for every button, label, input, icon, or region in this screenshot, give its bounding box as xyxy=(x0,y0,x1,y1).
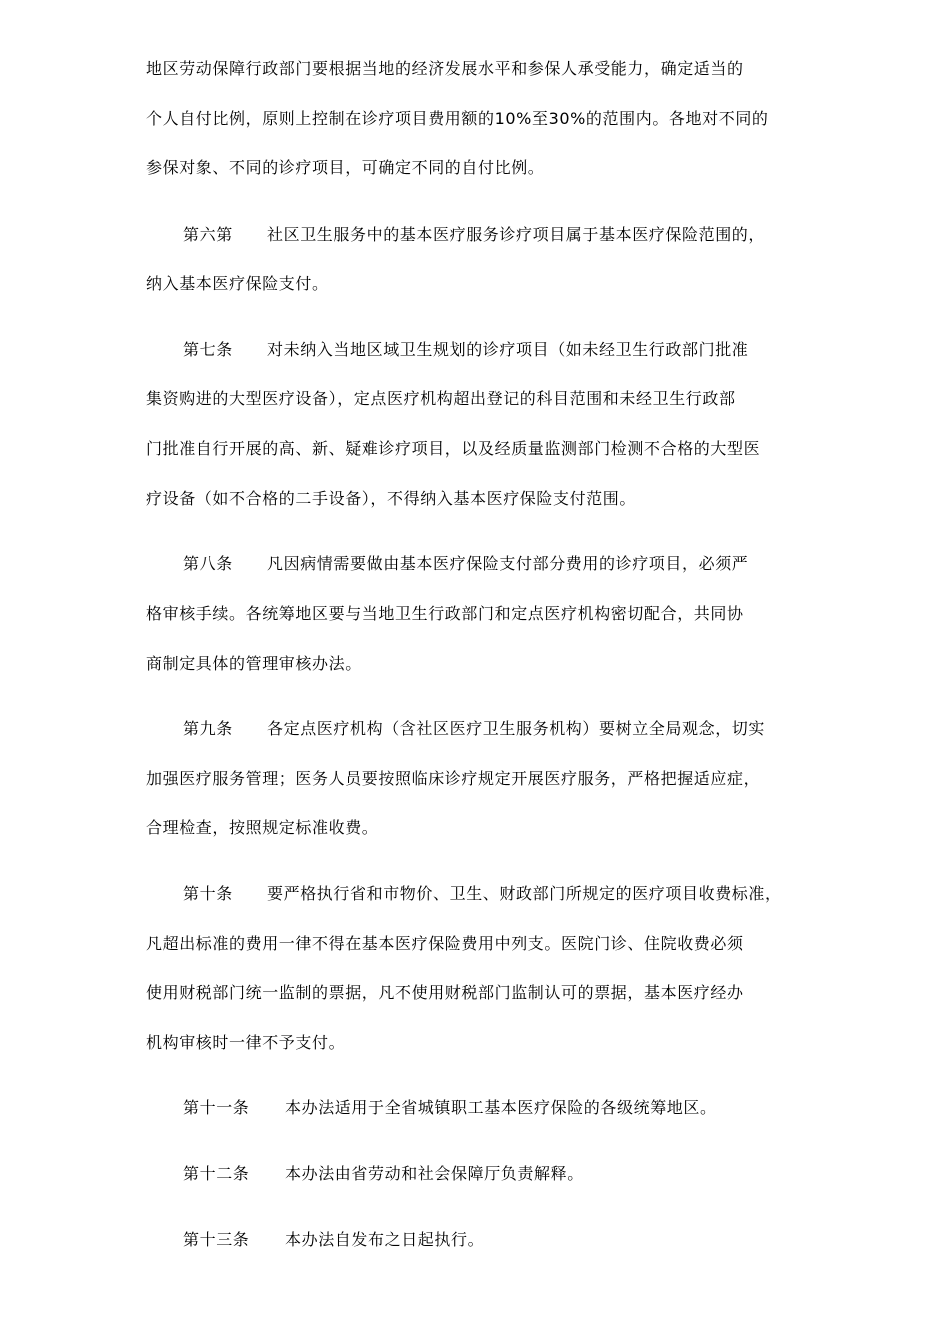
article-text: 本办法适用于全省城镇职工基本医疗保险的各级统筹地区。 xyxy=(285,1098,717,1117)
article-line: 集资购进的大型医疗设备），定点医疗机构超出登记的科目范围和未经卫生行政部 xyxy=(146,389,736,408)
article-line: 门批准自行开展的高、新、疑难诊疗项目，以及经质量监测部门检测不合格的大型医 xyxy=(146,439,761,458)
article-9-first-line xyxy=(183,719,765,739)
article-label: 第十一条 xyxy=(183,1098,250,1117)
article-12-line xyxy=(183,1164,584,1184)
intro-line: 个人自付比例，原则上控制在诊疗项目费用额的10%至30%的范围内。各地对不同的 xyxy=(146,109,769,128)
article-label: 第八条 xyxy=(183,554,233,573)
article-line: 疗设备（如不合格的二手设备），不得纳入基本医疗保险支付范围。 xyxy=(146,489,637,508)
article-line: 合理检查，按照规定标准收费。 xyxy=(146,818,379,837)
article-line: 商制定具体的管理审核办法。 xyxy=(146,654,362,673)
article-text: 要严格执行省和市物价、卫生、财政部门所规定的医疗项目收费标准， xyxy=(267,884,782,903)
article-text: 本办法自发布之日起执行。 xyxy=(285,1230,485,1249)
article-text: 本办法由省劳动和社会保障厅负责解释。 xyxy=(285,1164,584,1183)
article-label: 第十条 xyxy=(183,884,233,903)
intro-line: 参保对象、不同的诊疗项目，可确定不同的自付比例。 xyxy=(146,158,545,177)
article-label: 第十三条 xyxy=(183,1230,250,1249)
article-label: 第七条 xyxy=(183,340,233,359)
article-label: 第六第 xyxy=(183,225,233,244)
article-text: 各定点医疗机构（含社区医疗卫生服务机构）要树立全局观念，切实 xyxy=(267,719,766,738)
article-6-first-line xyxy=(183,225,765,245)
article-line: 格审核手续。各统筹地区要与当地卫生行政部门和定点医疗机构密切配合，共同协 xyxy=(146,604,744,623)
article-text: 对未纳入当地区域卫生规划的诊疗项目（如未经卫生行政部门批准 xyxy=(267,340,749,359)
article-line: 加强医疗服务管理；医务人员要按照临床诊疗规定开展医疗服务，严格把握适应症， xyxy=(146,769,761,788)
article-line: 机构审核时一律不予支付。 xyxy=(146,1033,346,1052)
article-8-first-line xyxy=(183,554,748,574)
article-line: 使用财税部门统一监制的票据，凡不使用财税部门监制认可的票据，基本医疗经办 xyxy=(146,983,744,1002)
article-11-line xyxy=(183,1098,717,1118)
intro-line: 地区劳动保障行政部门要根据当地的经济发展水平和参保人承受能力，确定适当的 xyxy=(146,59,744,78)
article-label: 第九条 xyxy=(183,719,233,738)
article-label: 第十二条 xyxy=(183,1164,250,1183)
article-text: 社区卫生服务中的基本医疗服务诊疗项目属于基本医疗保险范围的， xyxy=(267,225,766,244)
article-13-line xyxy=(183,1230,484,1250)
article-line: 纳入基本医疗保险支付。 xyxy=(146,274,329,293)
article-10-first-line xyxy=(183,884,782,904)
article-text: 凡因病情需要做由基本医疗保险支付部分费用的诊疗项目，必须严 xyxy=(267,554,749,573)
article-line: 凡超出标准的费用一律不得在基本医疗保险费用中列支。医院门诊、住院收费必须 xyxy=(146,934,744,953)
article-7-first-line xyxy=(183,340,748,360)
